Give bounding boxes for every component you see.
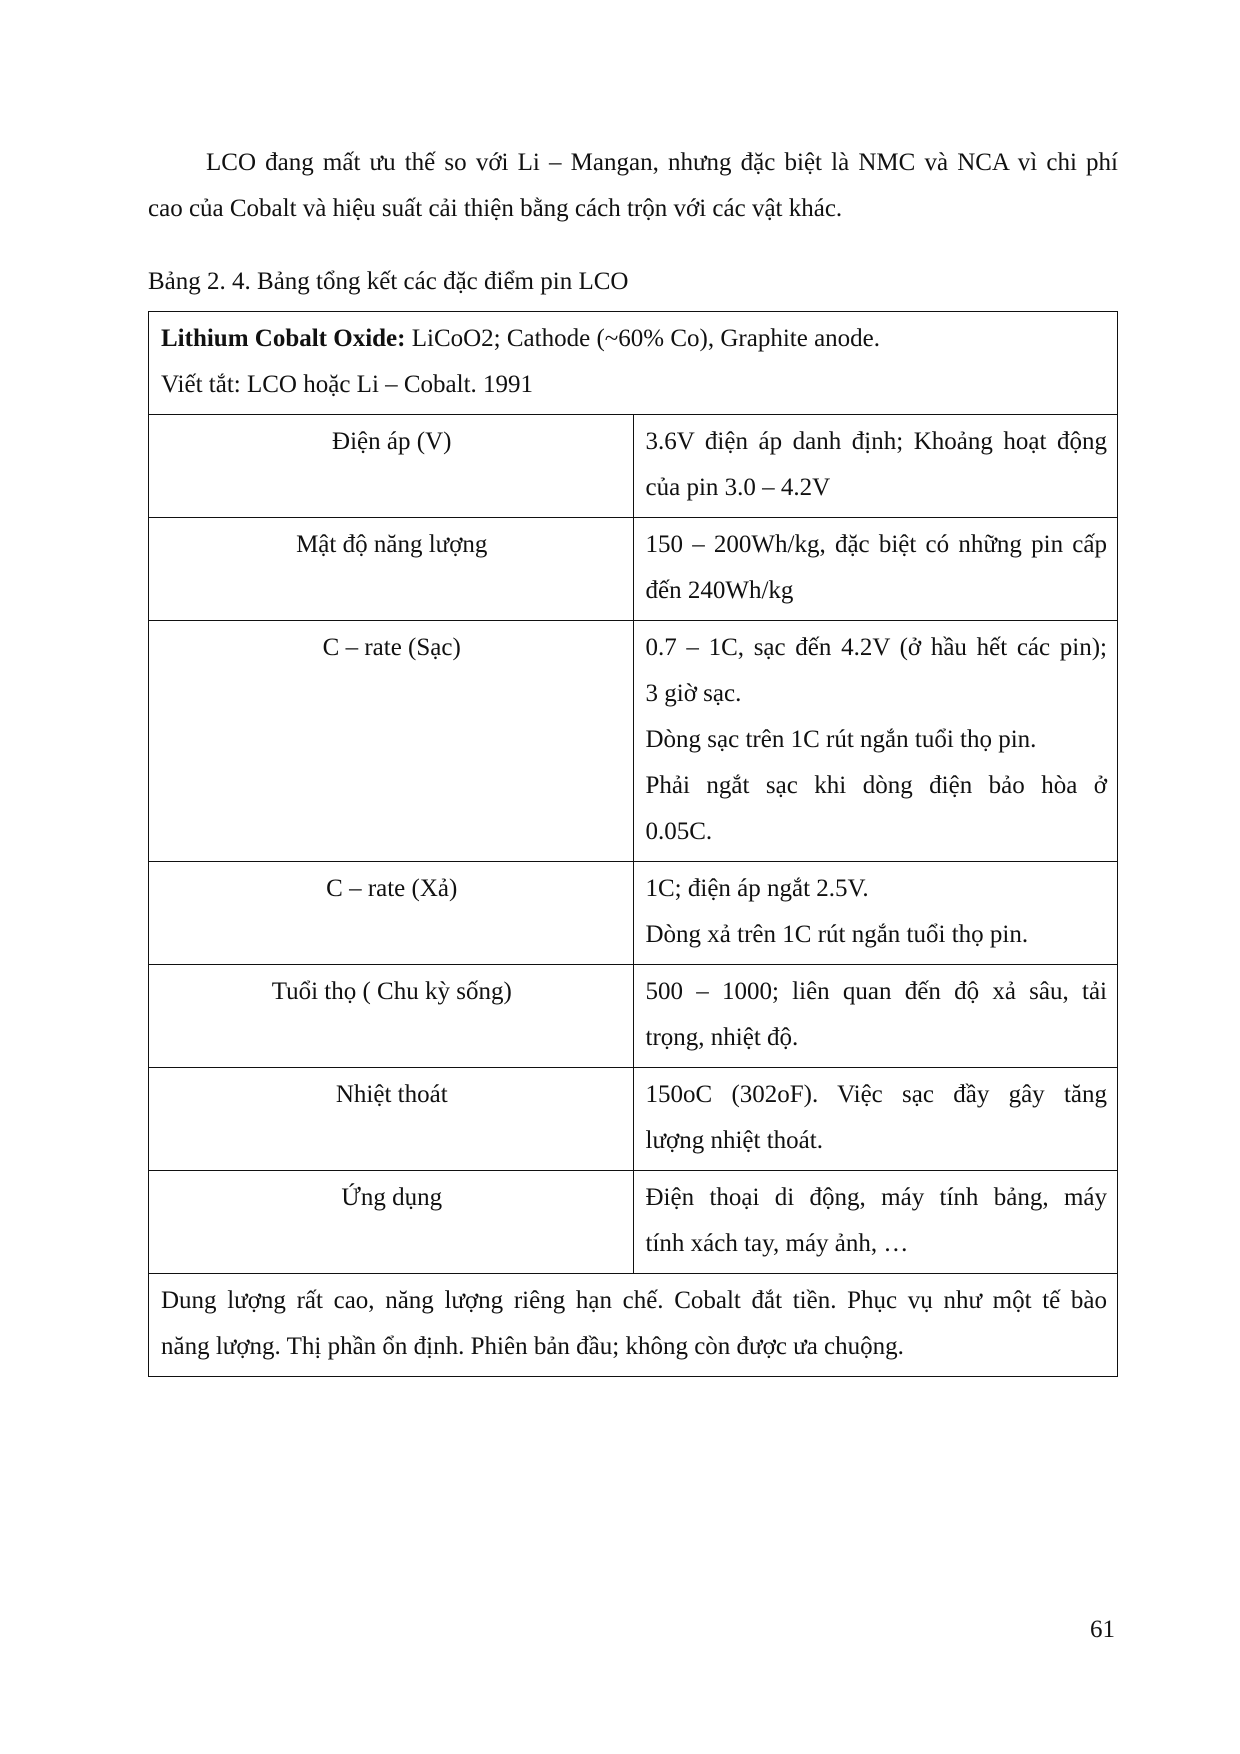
page-number: 61 [1090,1616,1115,1643]
row-label: Ứng dụng [149,1171,634,1274]
footer-line-1: Dung lượng rất cao, năng lượng riêng hạn chế. Cobalt đắt tiền. Phục vụ như một tế bào [161,1287,1107,1314]
table-row [149,415,1118,518]
value-line: Dòng sạc trên 1C rút ngắn tuổi thọ pin. [645,726,1037,753]
table-footer-cell [149,1274,1118,1377]
value-line: Dòng xả trên 1C rút ngắn tuổi thọ pin. [645,921,1029,948]
row-label: C – rate (Sạc) [149,621,634,862]
table-row [149,965,1118,1068]
value-line: của pin 3.0 – 4.2V [645,474,831,501]
header-line-1 [161,316,1107,362]
value-line: 0.7 – 1C, sạc đến 4.2V (ở hầu hết các pin); [645,634,1107,661]
row-value [633,965,1118,1068]
row-value [633,415,1118,518]
value-line: 3.6V điện áp danh định; Khoảng hoạt động [645,428,1107,455]
header-line-1-rest: LiCoO2; Cathode (~60% Co), Graphite anode. [405,325,881,352]
value-line: Phải ngắt sạc khi dòng điện bảo hòa ở [645,772,1107,799]
row-value [633,1171,1118,1274]
row-value [633,862,1118,965]
value-line: 0.05C. [645,818,713,845]
table-row [149,862,1118,965]
value-line: đến 240Wh/kg [645,577,794,604]
row-label: Điện áp (V) [149,415,634,518]
footer-line-2: năng lượng. Thị phần ổn định. Phiên bản đầu; không còn được ưa chuộng. [161,1333,904,1360]
lco-summary-table [148,311,1118,1377]
header-bold-label: Lithium Cobalt Oxide: [161,325,406,352]
intro-paragraph [148,140,1118,232]
value-line: 150oC (302oF). Việc sạc đầy gây tăng [645,1081,1107,1108]
row-value [633,518,1118,621]
row-label: Mật độ năng lượng [149,518,634,621]
header-line-2: Viết tắt: LCO hoặc Li – Cobalt. 1991 [161,371,534,398]
value-line: 500 – 1000; liên quan đến độ xả sâu, tải [645,978,1107,1005]
intro-line-2: cao của Cobalt và hiệu suất cải thiện bằng cách trộn với các vật khác. [148,195,843,222]
table-header-row [149,312,1118,415]
value-line: 1C; điện áp ngắt 2.5V. [645,875,869,902]
value-line: lượng nhiệt thoát. [645,1127,823,1154]
table-row [149,621,1118,862]
value-line: 150 – 200Wh/kg, đặc biệt có những pin cấp [645,531,1107,558]
row-value [633,1068,1118,1171]
value-line: Điện thoại di động, máy tính bảng, máy [645,1184,1107,1211]
table-row [149,1068,1118,1171]
table-row [149,518,1118,621]
table-header-cell [149,312,1118,415]
row-label: Tuổi thọ ( Chu kỳ sống) [149,965,634,1068]
value-line: tính xách tay, máy ảnh, … [645,1230,909,1257]
value-line: 3 giờ sạc. [645,680,742,707]
row-label: C – rate (Xả) [149,862,634,965]
row-value [633,621,1118,862]
value-line: trọng, nhiệt độ. [645,1024,799,1051]
intro-line-1: LCO đang mất ưu thế so với Li – Mangan, nhưng đặc biệt là NMC và NCA vì chi phí [206,149,1118,176]
row-label: Nhiệt thoát [149,1068,634,1171]
table-row [149,1171,1118,1274]
table-caption: Bảng 2. 4. Bảng tổng kết các đặc điểm pin LCO [148,268,629,295]
table-footer-row [149,1274,1118,1377]
